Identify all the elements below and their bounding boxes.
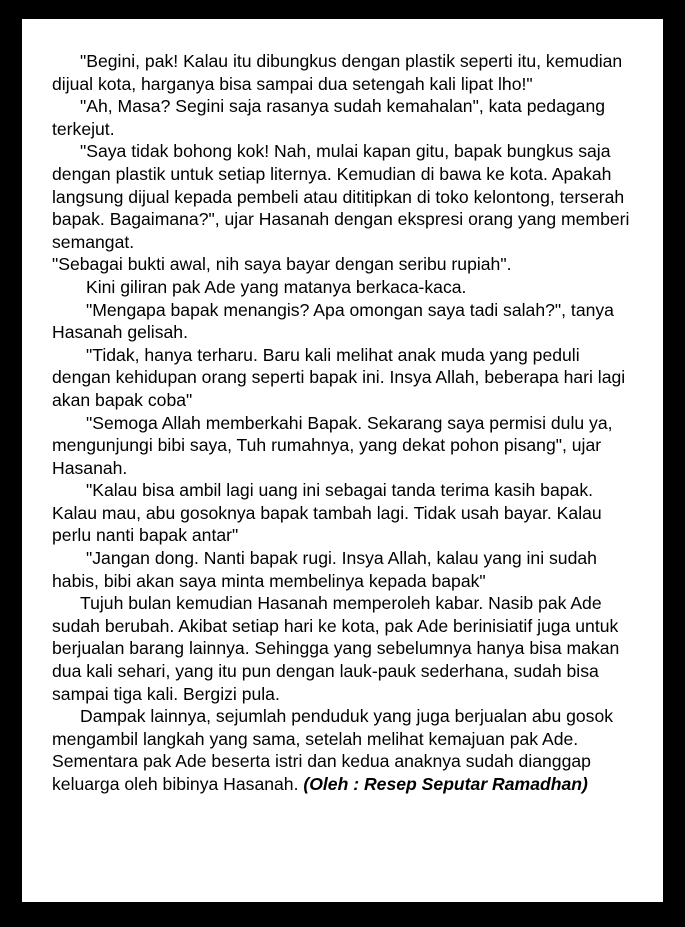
paragraph-10: "Jangan dong. Nanti bapak rugi. Insya Allah, kalau yang ini sudah habis, bibi akan saya minta membelinya kepada bapak" [52, 548, 597, 591]
paragraph-3: "Saya tidak bohong kok! Nah, mulai kapan gitu, bapak bungkus saja dengan plastik untuk setiap liternya. Kemudian di bawa ke kota. Apakah langsung dijual kepada pembeli atau dititipkan di toko kelontong, terserah bapak. Bagaimana?", ujar Hasanah dengan ekspresi orang yang memberi semangat. [52, 141, 630, 252]
paragraph-7: "Tidak, hanya terharu. Baru kali melihat anak muda yang peduli dengan kehidupan orang seperti bapak ini. Insya Allah, beberapa hari lagi akan bapak coba" [52, 344, 626, 410]
paragraph-8: "Semoga Allah memberkahi Bapak. Sekarang saya permisi dulu ya, mengunjungi bibi saya, Tuh rumahnya, yang dekat pohon pisang", ujar Hasanah. [52, 412, 613, 478]
paragraph-11: Tujuh bulan kemudian Hasanah memperoleh kabar. Nasib pak Ade sudah berubah. Akibat setiap hari ke kota, pak Ade berinisiatif juga untuk berjualan barang lainnya. Sehingga yang sebelumnya hanya bisa makan dua kali sehari, yang itu pun dengan lauk-pauk sederhana, sudah bisa sampai tiga kali. Bergizi pula. [52, 593, 620, 704]
paragraph-1: "Begini, pak! Kalau itu dibungkus dengan plastik seperti itu, kemudian dijual kota, harganya bisa sampai dua setengah kali lipat lho!" [52, 51, 623, 94]
document-page [22, 19, 663, 902]
paragraph-12 [52, 705, 638, 795]
story-text [52, 50, 638, 796]
paragraph-6: "Mengapa bapak menangis? Apa omongan saya tadi salah?", tanya Hasanah gelisah. [52, 299, 614, 343]
paragraph-5: Kini giliran pak Ade yang matanya berkaca-kaca. [86, 276, 467, 297]
paragraph-12-text: Dampak lainnya, sejumlah penduduk yang juga berjualan abu gosok mengambil langkah yang sama, setelah melihat kemajuan pak Ade. Sementara pak Ade beserta istri dan kedua anaknya sudah dianggap keluarga oleh bibinya Hasanah. [52, 706, 614, 794]
source-credit: (Oleh : Resep Seputar Ramadhan) [303, 774, 588, 794]
paragraph-2: "Ah, Masa? Segini saja rasanya sudah kemahalan", kata pedagang terkejut. [52, 96, 606, 139]
paragraph-4: "Sebagai bukti awal, nih saya bayar dengan seribu rupiah". [52, 254, 512, 275]
paragraph-9: "Kalau bisa ambil lagi uang ini sebagai tanda terima kasih bapak. Kalau mau, abu gosoknya bapak tambah lagi. Tidak usah bayar. Kalau perlu nanti bapak antar" [52, 480, 602, 546]
